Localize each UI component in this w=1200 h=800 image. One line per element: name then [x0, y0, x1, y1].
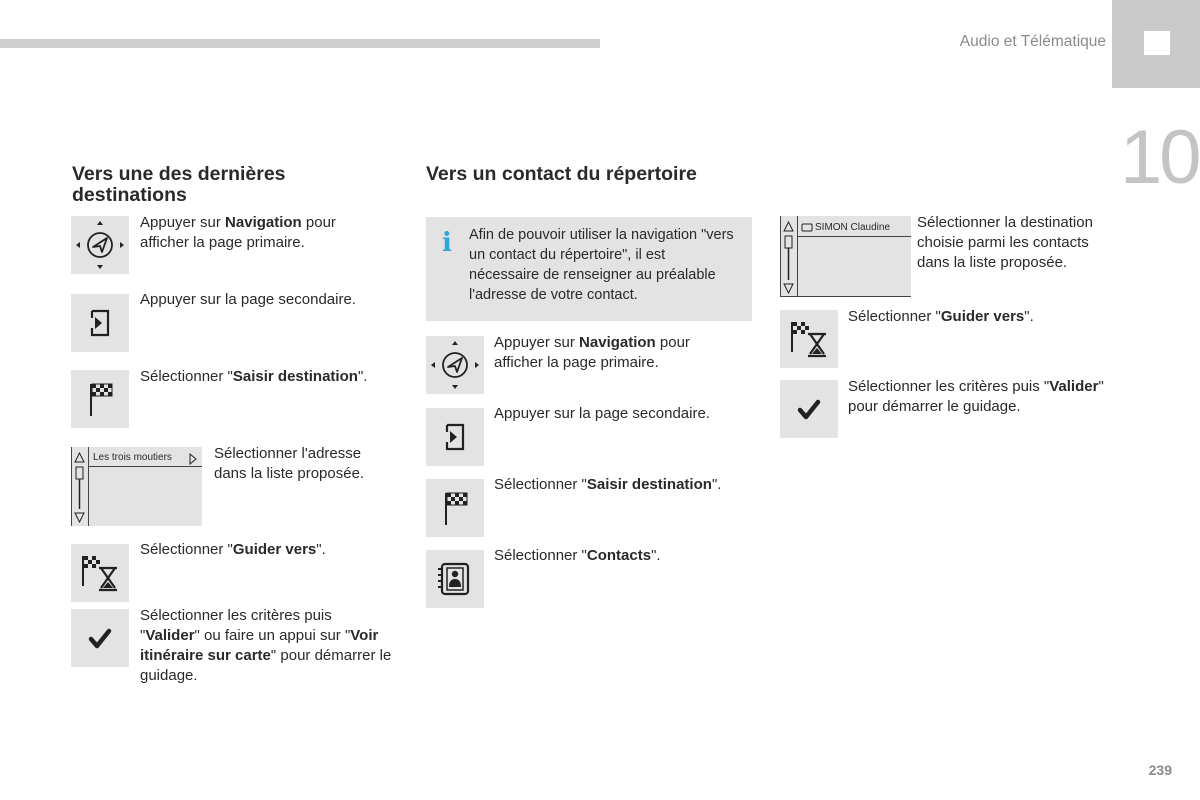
- list-scrollbar: [780, 216, 798, 297]
- chapter-number: 10: [1120, 115, 1199, 200]
- page-number: 239: [1148, 762, 1172, 778]
- list-entry: Les trois moutiers: [93, 452, 172, 463]
- step-text: Appuyer sur Navigation pour afficher la page primaire.: [140, 214, 336, 251]
- contact-card-icon: [801, 223, 813, 232]
- info-box: [426, 217, 752, 321]
- navigation-icon: [71, 216, 129, 274]
- step-text: Appuyer sur Navigation pour afficher la page primaire.: [494, 334, 690, 371]
- secondary-page-icon: [71, 294, 129, 352]
- list-arrow-icon: [188, 453, 198, 465]
- list-entry: SIMON Claudine: [815, 222, 891, 233]
- step-text: Sélectionner "Contacts".: [494, 547, 661, 564]
- list-divider: [797, 236, 911, 237]
- step-text: Sélectionner la destination choisie parmi les contacts dans la liste proposée.: [917, 214, 1093, 271]
- step-text: Sélectionner "Guider vers".: [848, 308, 1034, 325]
- section-title: Audio et Télématique: [959, 33, 1106, 50]
- screen-border-left: [780, 216, 781, 297]
- flag-hourglass-icon: [71, 544, 129, 602]
- address-list-screen: [71, 447, 202, 526]
- step-text: Sélectionner "Guider vers".: [140, 541, 326, 558]
- contact-list-screen: [780, 216, 911, 297]
- screen-border: [780, 296, 911, 297]
- step-text: Sélectionner les critères puis "Valider" pour démarrer le guidage.: [848, 378, 1104, 415]
- secondary-page-icon: [426, 408, 484, 466]
- checkmark-icon: [780, 380, 838, 438]
- header-rule: [0, 39, 600, 48]
- step-text: Sélectionner "Saisir destination".: [494, 476, 722, 493]
- checkmark-icon: [71, 609, 129, 667]
- screen-border: [71, 447, 72, 526]
- section-heading-middle: Vers un contact du répertoire: [426, 163, 697, 185]
- navigation-icon: [426, 336, 484, 394]
- checkered-flag-icon: [71, 370, 129, 428]
- contacts-icon: [426, 550, 484, 608]
- checkered-flag-icon: [426, 479, 484, 537]
- chapter-tab-marker: [1144, 31, 1170, 55]
- info-icon: i: [442, 228, 452, 258]
- step-text: Sélectionner l'adresse dans la liste proposée.: [214, 445, 365, 482]
- info-text: Afin de pouvoir utiliser la navigation "vers un contact du répertoire", il est nécessaire de renseigner au préalable l'adresse de votre contact.: [469, 227, 734, 303]
- step-text: Appuyer sur la page secondaire.: [494, 405, 710, 422]
- step-text: Sélectionner les critères puis "Valider" ou faire un appui sur "Voir itinéraire sur carte" pour démarrer le guidage.: [140, 607, 392, 684]
- flag-hourglass-icon: [780, 310, 838, 368]
- section-heading-left: Vers une des dernières destinations: [72, 163, 286, 206]
- step-text: Appuyer sur la page secondaire.: [140, 291, 356, 308]
- list-scrollbar: [71, 447, 89, 526]
- list-divider: [88, 466, 202, 467]
- step-text: Sélectionner "Saisir destination".: [140, 368, 368, 385]
